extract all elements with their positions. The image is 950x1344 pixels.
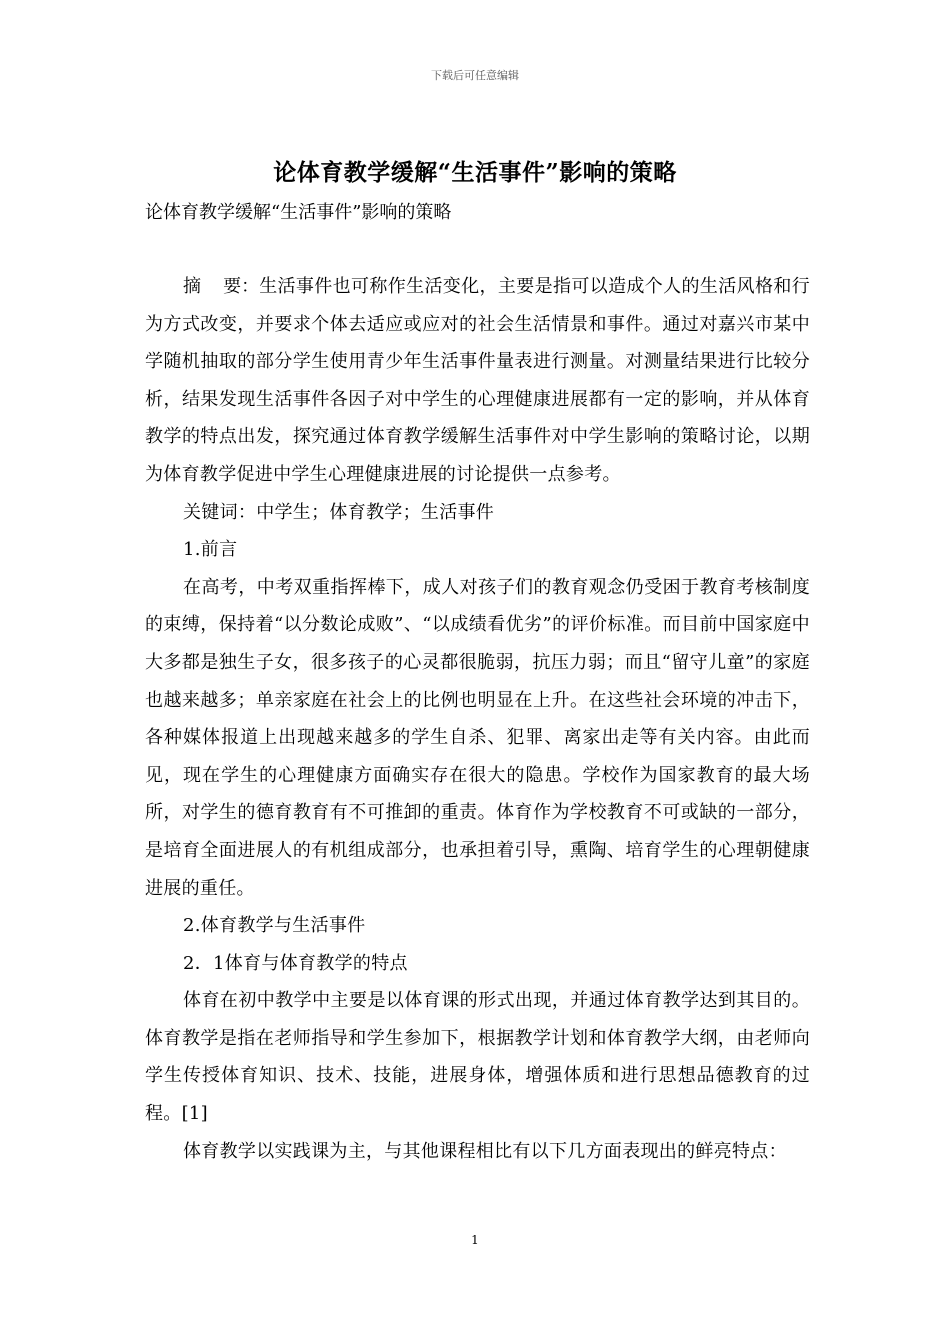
abstract-label-part-a: 摘: [183, 276, 224, 297]
document-title: 论体育教学缓解“生活事件”影响的策略: [273, 159, 677, 186]
section-2-1-heading: 2．1体育与体育教学的特点: [183, 952, 408, 974]
section-1-heading: 1.前言: [183, 539, 238, 561]
page-header: 下载后可任意编辑: [431, 69, 519, 82]
section-2-heading: 2.体育教学与生活事件: [183, 915, 366, 937]
document-subtitle: 论体育教学缓解“生活事件”影响的策略: [145, 202, 452, 223]
section-2-1-paragraph: 体育在初中教学中主要是以体育课的形式出现，并通过体育教学达到其目的。体育教学是指在老师指导和学生参加下，根据教学计划和体育教学大纲，由老师向学生传授体育知识、技术、技能，进展身体，增强体质和进行思想品德教育的过程。[1]: [145, 990, 810, 1125]
section-2-1-paragraph-2: 体育教学以实践课为主，与其他课程相比有以下几方面表现出的鲜亮特点：: [183, 1140, 787, 1162]
abstract-paragraph: [145, 268, 810, 494]
abstract-text: 生活事件也可称作生活变化，主要是指可以造成个人的生活风格和行为方式改变，并要求个体去适应或应对的社会生活情景和事件。通过对嘉兴市某中学随机抽取的部分学生使用青少年生活事件量表进行测量。对测量结果进行比较分析，结果发现生活事件各因子对中学生的心理健康进展都有一定的影响，并从体育教学的特点出发，探究通过体育教学缓解生活事件对中学生影响的策略讨论，以期为体育教学促进中学生心理健康进展的讨论提供一点参考。: [145, 276, 810, 485]
page-number: 1: [471, 1233, 479, 1247]
keywords-line: 关键词：中学生；体育教学；生活事件: [183, 501, 495, 523]
document-body: [145, 268, 810, 1170]
section-1-paragraph: 在高考，中考双重指挥棒下，成人对孩子们的教育观念仍受困于教育考核制度的束缚，保持着“以分数论成败”、“以成绩看优劣”的评价标准。而目前中国家庭中大多都是独生子女，很多孩子的心灵都很脆弱，抗压力弱；而且“留守儿童”的家庭也越来越多；单亲家庭在社会上的比例也明显在上升。在这些社会环境的冲击下，各种媒体报道上出现越来越多的学生自杀、犯罪、离家出走等有关内容。由此而见，现在学生的心理健康方面确实存在很大的隐患。学校作为国家教育的最大场所，对学生的德育教育有不可推卸的重责。体育作为学校教育不可或缺的一部分，是培育全面进展人的有机组成部分，也承担着引导，熏陶、培育学生的心理朝健康进展的重任。: [145, 576, 810, 899]
abstract-label-part-b: 要：: [223, 276, 260, 297]
